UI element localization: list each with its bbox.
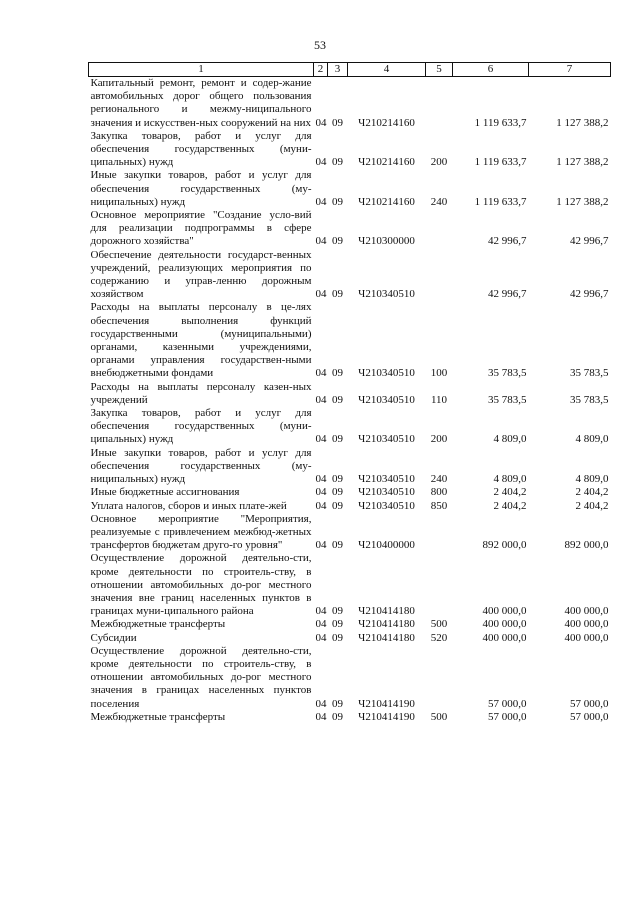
row-target-code: Ч210340510 [358, 486, 415, 499]
header-col-6: 6 [453, 63, 529, 77]
row-amount-1: 2 404,2 [493, 499, 527, 512]
row-name: Осуществление дорожной деятельно-сти, кроме деятельности по строитель-ству, в отношении автомобильных до-рог местного значения вне границ населенных пунктов в границах муни-ципального района [90, 552, 312, 618]
row-expense-type: 850 [430, 499, 448, 512]
table-row [89, 130, 611, 170]
row-section: 04 [315, 156, 327, 169]
row-amount-2: 2 404,2 [575, 499, 609, 512]
header-col-2: 2 [314, 63, 328, 77]
row-section: 04 [315, 605, 327, 618]
row-section: 04 [315, 235, 327, 248]
row-subsection: 09 [332, 393, 343, 406]
row-section: 04 [315, 288, 327, 301]
row-amount-2: 2 404,2 [575, 486, 609, 499]
row-subsection: 09 [332, 697, 343, 710]
table-row [89, 77, 611, 130]
row-target-code: Ч210214160 [358, 156, 415, 169]
row-subsection: 09 [332, 605, 343, 618]
row-name: Межбюджетные трансферты [90, 710, 226, 723]
row-name: Уплата налогов, сборов и иных плате-жей [90, 499, 287, 512]
row-section: 04 [315, 539, 327, 552]
table-row [89, 632, 611, 645]
table-row [89, 447, 611, 487]
row-subsection: 09 [332, 499, 343, 512]
row-subsection: 09 [332, 473, 343, 486]
header-col-7: 7 [529, 63, 611, 77]
row-subsection: 09 [332, 235, 343, 248]
table-row [89, 645, 611, 711]
row-target-code: Ч210300000 [358, 235, 415, 248]
row-amount-2: 400 000,0 [564, 618, 609, 631]
row-amount-2: 4 809,0 [575, 433, 609, 446]
row-section: 04 [315, 393, 327, 406]
row-amount-2: 892 000,0 [564, 539, 609, 552]
row-target-code: Ч210414180 [358, 618, 415, 631]
row-name: Иные закупки товаров, работ и услуг для обеспечения государственных (му-ниципальных) нужд [90, 446, 312, 486]
row-section: 04 [315, 367, 327, 380]
header-col-3: 3 [328, 63, 348, 77]
row-amount-2: 35 783,5 [570, 367, 609, 380]
row-expense-type: 800 [430, 486, 448, 499]
row-expense-type: 500 [430, 710, 448, 723]
row-name: Закупка товаров, работ и услуг для обеспечения государственных (муни-ципальных) нужд [90, 407, 312, 446]
header-col-4: 4 [348, 63, 426, 77]
row-subsection: 09 [332, 631, 343, 644]
row-amount-1: 42 996,7 [488, 235, 527, 248]
row-amount-1: 892 000,0 [482, 539, 527, 552]
row-expense-type [426, 552, 453, 618]
table-row [89, 169, 611, 209]
row-target-code: Ч210340510 [358, 367, 415, 380]
row-amount-2: 42 996,7 [570, 235, 609, 248]
table-row [89, 407, 611, 447]
row-section: 04 [315, 486, 327, 499]
row-amount-1: 2 404,2 [493, 486, 527, 499]
row-expense-type [426, 77, 453, 130]
row-name: Межбюджетные трансферты [90, 618, 226, 631]
row-amount-1: 400 000,0 [482, 605, 527, 618]
row-name: Основное мероприятие "Мероприятия, реализуемые с привлечением межбюд-жетных трансфертов бюджетам друго-го уровня" [90, 512, 312, 552]
row-amount-2: 1 127 388,2 [556, 156, 609, 169]
row-expense-type: 240 [430, 195, 448, 208]
row-section: 04 [315, 116, 327, 129]
row-target-code: Ч210214160 [358, 116, 415, 129]
row-amount-1: 4 809,0 [493, 473, 527, 486]
row-expense-type: 500 [430, 618, 448, 631]
row-name: Расходы на выплаты персоналу в це-лях обеспечения выполнения функций государственными (муниципальными) органами, казенными учреждениями, органами управления государствен-ными внебюджетными фондами [90, 301, 312, 380]
budget-table [88, 62, 611, 724]
row-amount-2: 35 783,5 [570, 393, 609, 406]
row-expense-type: 200 [430, 433, 448, 446]
row-amount-1: 1 119 633,7 [474, 195, 527, 208]
row-amount-1: 400 000,0 [482, 618, 527, 631]
row-amount-2: 42 996,7 [570, 288, 609, 301]
row-amount-1: 400 000,0 [482, 631, 527, 644]
row-subsection: 09 [332, 618, 343, 631]
row-amount-2: 57 000,0 [570, 697, 609, 710]
row-name: Капитальный ремонт, ремонт и содер-жание автомобильных дорог общего пользования регионального и межму-ниципального значения и искусствен-ных сооружений на них [90, 77, 312, 129]
row-section: 04 [315, 499, 327, 512]
page-number: 53 [314, 38, 326, 52]
row-name: Иные бюджетные ассигнования [90, 486, 240, 499]
row-expense-type [426, 249, 453, 302]
row-amount-1: 1 119 633,7 [474, 116, 527, 129]
table-row [89, 500, 611, 513]
table-row [89, 618, 611, 631]
table-row [89, 381, 611, 407]
table-row [89, 513, 611, 553]
table-row [89, 552, 611, 618]
row-target-code: Ч210340510 [358, 288, 415, 301]
row-expense-type: 200 [430, 156, 448, 169]
row-expense-type [426, 645, 453, 711]
row-target-code: Ч210414190 [358, 710, 415, 723]
row-target-code: Ч210214160 [358, 195, 415, 208]
header-col-1: 1 [89, 63, 314, 77]
row-name: Основное мероприятие "Создание усло-вий для реализации подпрограммы в сфере дорожного хозяйства" [90, 209, 312, 248]
row-amount-2: 400 000,0 [564, 631, 609, 644]
row-target-code: Ч210340510 [358, 393, 415, 406]
row-amount-1: 1 119 633,7 [474, 156, 527, 169]
row-amount-1: 57 000,0 [488, 697, 527, 710]
row-section: 04 [315, 433, 327, 446]
row-amount-2: 4 809,0 [575, 473, 609, 486]
row-section: 04 [315, 473, 327, 486]
row-subsection: 09 [332, 288, 343, 301]
header-col-5: 5 [426, 63, 453, 77]
table-header-row [89, 63, 611, 77]
row-target-code: Ч210414180 [358, 605, 415, 618]
row-section: 04 [315, 710, 327, 723]
row-expense-type: 520 [430, 631, 448, 644]
row-section: 04 [315, 195, 327, 208]
row-amount-2: 1 127 388,2 [556, 195, 609, 208]
row-name: Осуществление дорожной деятельно-сти, кроме деятельности по строитель-ству, в отношении автомобильных до-рог местного значения в границах населенных пунктов поселения [90, 644, 312, 710]
row-target-code: Ч210340510 [358, 473, 415, 486]
row-amount-1: 4 809,0 [493, 433, 527, 446]
row-amount-1: 57 000,0 [488, 710, 527, 723]
row-expense-type [426, 513, 453, 553]
row-amount-2: 400 000,0 [564, 605, 609, 618]
row-subsection: 09 [332, 539, 343, 552]
row-section: 04 [315, 618, 327, 631]
row-amount-2: 1 127 388,2 [556, 116, 609, 129]
row-target-code: Ч210400000 [358, 539, 415, 552]
table-row [89, 486, 611, 499]
row-expense-type: 100 [430, 367, 448, 380]
row-target-code: Ч210414190 [358, 697, 415, 710]
row-name: Расходы на выплаты персоналу казен-ных учреждений [90, 380, 312, 406]
row-expense-type: 240 [430, 473, 448, 486]
row-target-code: Ч210340510 [358, 499, 415, 512]
row-subsection: 09 [332, 195, 343, 208]
row-section: 04 [315, 631, 327, 644]
table-body [89, 77, 611, 724]
row-name: Иные закупки товаров, работ и услуг для обеспечения государственных (му-ниципальных) нужд [90, 169, 312, 208]
table-row [89, 249, 611, 302]
row-expense-type: 110 [430, 393, 448, 406]
row-amount-2: 57 000,0 [570, 710, 609, 723]
table-row [89, 209, 611, 249]
row-subsection: 09 [332, 710, 343, 723]
row-subsection: 09 [332, 433, 343, 446]
table-row [89, 301, 611, 380]
row-subsection: 09 [332, 116, 343, 129]
row-name: Субсидии [90, 631, 137, 644]
row-name: Обеспечение деятельности государст-венных учреждений, реализующих мероприятия по содержанию и управ-ленню дорожным хозяйством [90, 248, 312, 301]
row-subsection: 09 [332, 156, 343, 169]
row-amount-1: 42 996,7 [488, 288, 527, 301]
row-amount-1: 35 783,5 [488, 367, 527, 380]
row-subsection: 09 [332, 367, 343, 380]
row-name: Закупка товаров, работ и услуг для обеспечения государственных (муни-ципальных) нужд [90, 129, 312, 169]
row-expense-type [426, 209, 453, 249]
row-amount-1: 35 783,5 [488, 393, 527, 406]
row-subsection: 09 [332, 486, 343, 499]
row-section: 04 [315, 697, 327, 710]
row-target-code: Ч210414180 [358, 631, 415, 644]
row-target-code: Ч210340510 [358, 433, 415, 446]
table-row [89, 711, 611, 724]
